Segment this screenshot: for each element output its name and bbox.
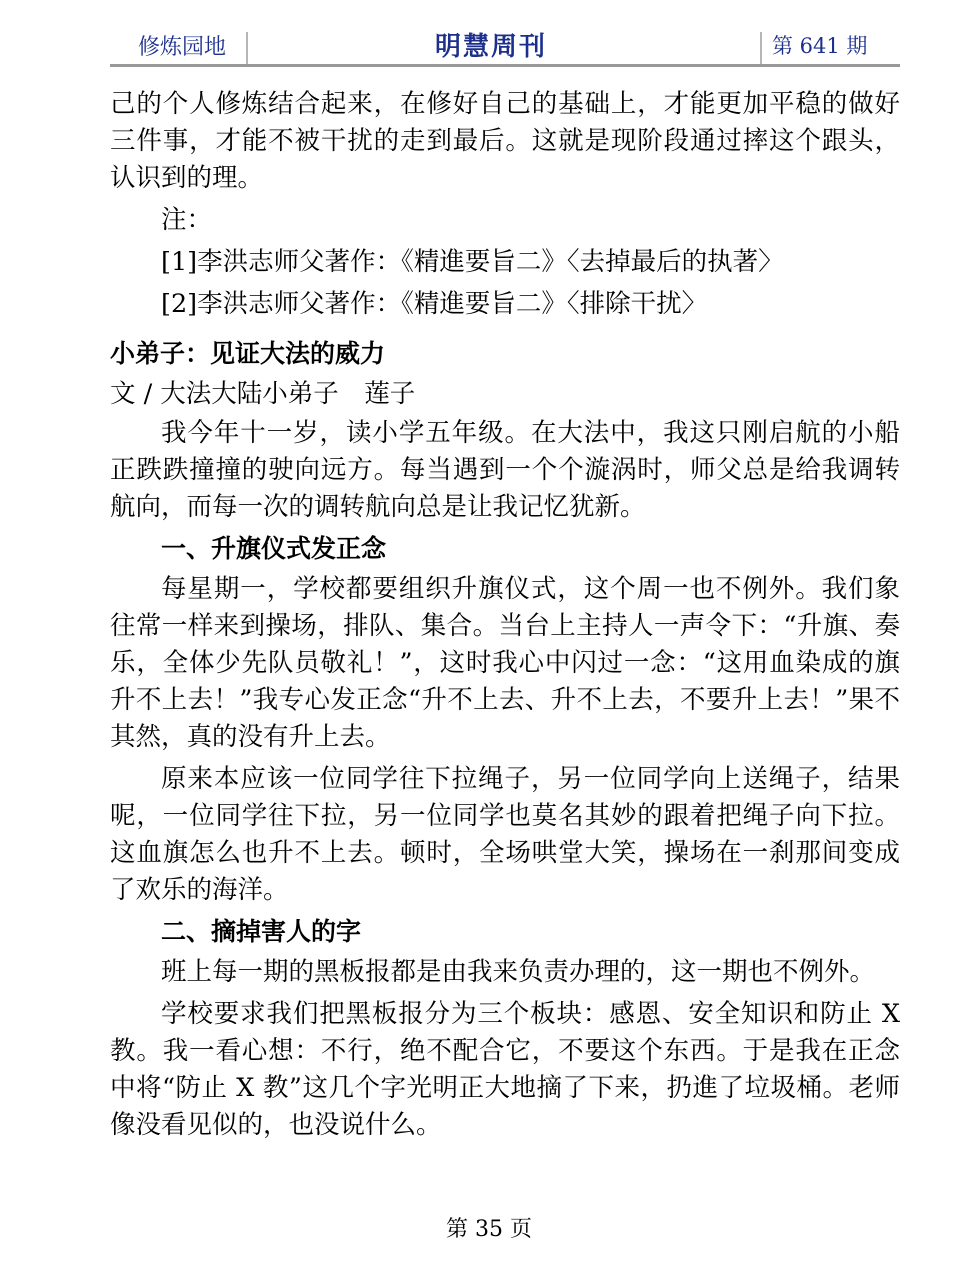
header-rule xyxy=(110,64,900,67)
section-2-heading: 二、摘掉害人的字 xyxy=(161,917,362,946)
footnote-1: [1]李洪志师父著作：《精進要旨二》〈去掉最后的执著〉 xyxy=(161,247,784,277)
intro-paragraph: 我今年十一岁，读小学五年级。在大法中，我这只刚启航的小船正跌跌撞撞的驶向远方。每当遇到一个个漩涡时，师父总是给我调转航向，而每一次的调转航向总是让我记忆犹新。 xyxy=(110,418,900,522)
footnote-2: [2]李洪志师父著作：《精進要旨二》〈排除干扰〉 xyxy=(161,289,708,319)
note-label: 注： xyxy=(161,205,213,235)
section-2-paragraph-2: 学校要求我们把黑板报分为三个板块：感恩、安全知识和防止 X 教。我一看心想：不行，绝不配合它，不要这个东西。于是我在正念中将“防止 X 教”这几个字光明正大地摘了下来，扔進了垃圾桶。老师像没看见似的，也没说什么。 xyxy=(110,999,900,1140)
continuation-paragraph: 己的个人修炼结合起来，在修好自己的基础上，才能更加平稳的做好三件事，才能不被干扰的走到最后。这就是现阶段通过摔这个跟头，认识到的理。 xyxy=(110,89,900,193)
page-header xyxy=(110,26,900,66)
header-divider-right xyxy=(760,32,762,64)
section-1-paragraph-2: 原来本应该一位同学往下拉绳子，另一位同学向上送绳子，结果呢，一位同学往下拉，另一位同学也莫名其妙的跟着把绳子向下拉。这血旗怎么也升不上去。顿时，全场哄堂大笑，操场在一刹那间变成了欢乐的海洋。 xyxy=(110,764,900,905)
section-name: 修炼园地 xyxy=(138,35,227,60)
section-1-heading: 一、升旗仪式发正念 xyxy=(161,534,387,563)
article-byline: 文 / 大法大陆小弟子 莲子 xyxy=(110,379,416,409)
header-divider-left xyxy=(246,32,248,64)
article-title: 小弟子：见证大法的威力 xyxy=(110,339,386,368)
page-number: 第 35 页 xyxy=(446,1217,532,1242)
section-1-paragraph-1: 每星期一，学校都要组织升旗仪式，这个周一也不例外。我们象往常一样来到操场，排队、集合。当台上主持人一声令下：“升旗、奏乐，全体少先队员敬礼！”，这时我心中闪过一念：“这用血染成的旗升不上去！”我专心发正念“升不上去、升不上去，不要升上去！”果不其然，真的没有升上去。 xyxy=(110,574,900,752)
issue-number: 第 641 期 xyxy=(772,34,868,58)
page-footer xyxy=(0,1212,978,1243)
masthead-title: 明慧周刊 xyxy=(435,32,548,62)
section-2-paragraph-1: 班上每一期的黑板报都是由我来负责办理的，这一期也不例外。 xyxy=(161,957,876,987)
article-body xyxy=(110,86,900,1144)
